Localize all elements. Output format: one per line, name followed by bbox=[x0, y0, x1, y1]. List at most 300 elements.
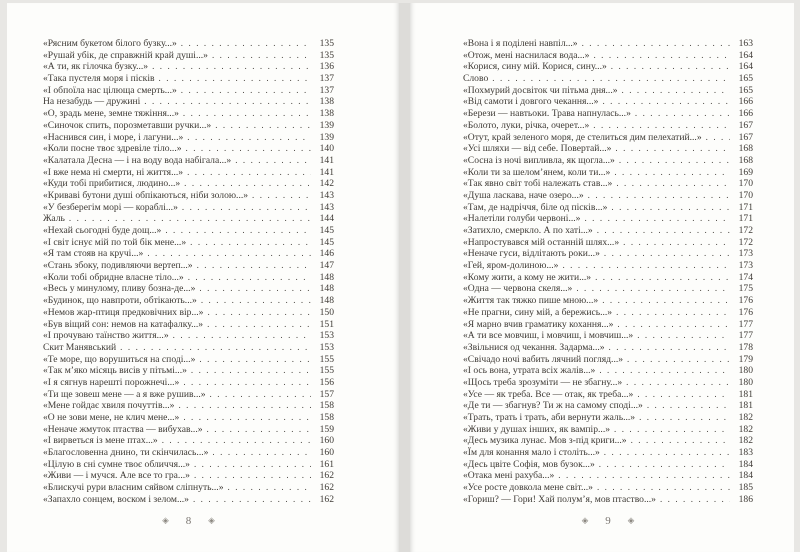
entry-page-number: 171 bbox=[738, 213, 753, 225]
entry-title: «Їм для конання мало і століть...» bbox=[463, 447, 600, 459]
entry-page-number: 137 bbox=[319, 84, 334, 96]
entry-page-number: 137 bbox=[319, 73, 334, 85]
entry-page-number: 135 bbox=[319, 49, 334, 61]
toc-entry bbox=[43, 482, 334, 494]
entry-title: Слово bbox=[463, 73, 489, 85]
entry-title: «Наснився син, і море, і лагуни...» bbox=[43, 131, 184, 143]
entry-page-number: 136 bbox=[319, 61, 334, 73]
dot-leader bbox=[210, 389, 311, 401]
entry-title: «Куди тобі прибитися, людино...» bbox=[43, 178, 181, 190]
entry-page-number: 173 bbox=[738, 248, 753, 260]
entry-page-number: 168 bbox=[738, 143, 753, 155]
entry-page-number: 186 bbox=[738, 493, 753, 505]
dot-leader bbox=[492, 73, 730, 85]
dot-leader bbox=[228, 482, 311, 494]
toc-entry bbox=[463, 412, 753, 424]
dot-leader bbox=[182, 202, 311, 214]
entry-title: «Не прагни, сину мій, а бережись...» bbox=[463, 306, 613, 318]
entry-title: «Похмурий досвіток чи пітьма дня...» bbox=[463, 84, 618, 96]
dot-leader bbox=[173, 330, 311, 342]
entry-title: «Цілую в сні сумне твоє обличчя...» bbox=[43, 458, 190, 470]
entry-page-number: 166 bbox=[738, 96, 753, 108]
entry-title: «Живи у душах інших, як вампір...» bbox=[463, 423, 611, 435]
dot-leader bbox=[637, 330, 730, 342]
entry-title: «Щось треба зрозуміти — не збагну...» bbox=[463, 376, 623, 388]
dot-leader bbox=[162, 435, 311, 447]
toc-entry bbox=[463, 482, 753, 494]
entry-page-number: 184 bbox=[738, 470, 753, 482]
entry-title: «І світ існує мій по той бік мене...» bbox=[43, 236, 187, 248]
dot-leader bbox=[194, 459, 311, 471]
entry-page-number: 153 bbox=[319, 330, 334, 342]
toc-entry bbox=[43, 50, 334, 62]
toc-entry bbox=[43, 108, 334, 120]
entry-title: «Берези — навтьоки. Трава напнулась...» bbox=[463, 108, 631, 120]
dot-leader bbox=[616, 307, 730, 319]
entry-title: На незабудь — дружині bbox=[43, 96, 141, 108]
dot-leader bbox=[69, 213, 311, 225]
toc-entry bbox=[43, 494, 334, 506]
entry-page-number: 184 bbox=[738, 458, 753, 470]
entry-page-number: 164 bbox=[738, 49, 753, 61]
entry-title: «Життя так тяжко пише мною...» bbox=[463, 295, 599, 307]
entry-title: «Трать, трать і трать, аби вернути жаль...» bbox=[463, 412, 636, 423]
entry-title: «Коли ти за шелом’янем, коли ти...» bbox=[463, 166, 611, 178]
entry-title: «Болото, луки, річка, очерет...» bbox=[463, 119, 590, 131]
toc-entry bbox=[463, 96, 753, 108]
dot-leader bbox=[183, 412, 311, 424]
entry-title: «Стань збоку, подивляючи вертеп...» bbox=[43, 260, 193, 272]
entry-title: «Така пустеля моря і пісків bbox=[43, 73, 155, 85]
entry-title: «Рясним букетом білого бузку...» bbox=[43, 38, 177, 49]
entry-page-number: 176 bbox=[738, 295, 753, 307]
entry-page-number: 182 bbox=[738, 435, 753, 447]
entry-title: «Там, де надріччя, біле од пісків...» bbox=[463, 201, 608, 213]
entry-title: «Коли тобі обридне власне тіло...» bbox=[43, 271, 184, 283]
entry-title: Жаль bbox=[43, 213, 65, 225]
folio-number-left: 8 bbox=[185, 514, 192, 527]
toc-entry bbox=[43, 330, 334, 342]
dot-leader bbox=[186, 143, 311, 155]
toc-entry bbox=[43, 307, 334, 319]
toc-entry bbox=[43, 96, 334, 108]
dot-leader bbox=[144, 96, 311, 108]
dot-leader bbox=[199, 354, 311, 366]
dot-leader bbox=[183, 377, 311, 389]
entry-page-number: 143 bbox=[319, 189, 334, 201]
entry-page-number: 158 bbox=[319, 400, 334, 412]
entry-title: «Сосна із ночі випливла, як щогла...» bbox=[463, 154, 615, 166]
entry-page-number: 181 bbox=[738, 400, 753, 412]
entry-page-number: 157 bbox=[319, 388, 334, 400]
entry-page-number: 139 bbox=[319, 119, 334, 131]
dot-leader bbox=[614, 167, 730, 179]
dot-leader bbox=[147, 248, 311, 260]
entry-title: «Запахло сонцем, воском і зелом...» bbox=[43, 493, 189, 505]
entry-page-number: 169 bbox=[738, 166, 753, 178]
entry-title: «Весь у минулому, пливу бозна-де...» bbox=[43, 283, 196, 295]
toc-entry bbox=[43, 459, 334, 471]
toc-entry bbox=[463, 213, 753, 225]
entry-page-number: 159 bbox=[319, 423, 334, 435]
entry-title: «І я сягнув нарешті порожнечі...» bbox=[43, 376, 180, 388]
toc-entry bbox=[463, 377, 753, 389]
entry-page-number: 155 bbox=[319, 365, 334, 377]
toc-entry bbox=[463, 330, 753, 342]
dot-leader bbox=[623, 237, 730, 249]
page-gutter bbox=[399, 3, 410, 552]
toc-entry bbox=[43, 354, 334, 366]
dot-leader bbox=[588, 190, 730, 202]
dot-leader bbox=[660, 494, 730, 506]
toc-entry bbox=[463, 85, 753, 97]
entry-page-number: 155 bbox=[319, 353, 334, 365]
toc-entry bbox=[463, 342, 753, 354]
entry-title: «Напростувався мій останній шлях...» bbox=[463, 236, 620, 248]
toc-entry bbox=[43, 73, 334, 85]
dot-leader bbox=[194, 470, 311, 482]
toc-entry bbox=[43, 85, 334, 97]
toc-entry bbox=[463, 61, 753, 73]
toc-entry bbox=[463, 295, 753, 307]
entry-title: «Десь цвіте Софія, мов бузок...» bbox=[463, 458, 595, 470]
toc-entry bbox=[463, 494, 753, 506]
toc-entry bbox=[43, 202, 334, 214]
toc-entry bbox=[43, 377, 334, 389]
dot-leader bbox=[187, 167, 311, 179]
entry-title: «Неначе гуси, відлітають роки...» bbox=[463, 248, 600, 260]
dot-leader bbox=[188, 272, 311, 284]
toc-entry bbox=[463, 424, 753, 436]
toc-entry bbox=[463, 447, 753, 459]
toc-entry bbox=[463, 167, 753, 179]
dot-leader bbox=[558, 470, 730, 482]
entry-page-number: 145 bbox=[319, 225, 334, 236]
dot-leader bbox=[602, 295, 730, 307]
dot-leader bbox=[582, 38, 730, 50]
entry-title: «Я там стояв на кручі...» bbox=[43, 248, 144, 260]
diamond-ornament-icon: ◈ bbox=[162, 515, 169, 526]
entry-page-number: 141 bbox=[319, 166, 334, 178]
dot-leader bbox=[562, 260, 730, 272]
entry-page-number: 162 bbox=[319, 482, 334, 494]
dot-leader bbox=[599, 459, 730, 471]
entry-title: «І вже нема ні смерти, ні життя...» bbox=[43, 166, 184, 178]
entry-page-number: 142 bbox=[319, 178, 334, 190]
entry-title: «Неначе жмуток птаства — вибухав...» bbox=[43, 423, 203, 435]
dot-leader bbox=[184, 178, 311, 190]
entry-page-number: 148 bbox=[319, 271, 334, 283]
toc-entry bbox=[463, 470, 753, 482]
toc-entry bbox=[43, 447, 334, 459]
diamond-ornament-icon: ◈ bbox=[627, 515, 635, 526]
toc-entry bbox=[463, 155, 753, 167]
dot-leader bbox=[604, 248, 730, 260]
entry-title: «А ти, як гілочка бузку...» bbox=[43, 61, 149, 73]
entry-page-number: 183 bbox=[738, 447, 753, 459]
toc-entry bbox=[43, 190, 334, 202]
toc-entry bbox=[463, 307, 753, 319]
toc-entry bbox=[463, 190, 753, 202]
dot-leader bbox=[622, 85, 730, 97]
toc-entry bbox=[43, 424, 334, 436]
dot-leader bbox=[614, 424, 730, 436]
entry-title: «Будинок, що навпроти, обтікають...» bbox=[43, 295, 197, 307]
entry-page-number: 172 bbox=[738, 236, 753, 248]
entry-page-number: 166 bbox=[738, 108, 753, 120]
toc-entry bbox=[463, 400, 753, 412]
entry-page-number: 140 bbox=[319, 143, 334, 155]
entry-page-number: 153 bbox=[319, 341, 334, 353]
toc-entry bbox=[463, 237, 753, 249]
entry-title: «Був віщий сон: немов на катафалку...» bbox=[43, 318, 204, 330]
toc-entry bbox=[463, 260, 753, 272]
toc-entry bbox=[43, 248, 334, 260]
entry-title: «Звільнися од чекання. Задарма...» bbox=[463, 341, 605, 353]
entry-page-number: 167 bbox=[738, 131, 753, 143]
toc-entry bbox=[43, 412, 334, 424]
dot-leader bbox=[635, 108, 730, 120]
entry-page-number: 173 bbox=[738, 260, 753, 272]
toc-entry bbox=[463, 319, 753, 331]
toc-entry bbox=[43, 283, 334, 295]
toc-entry bbox=[463, 459, 753, 471]
dot-leader bbox=[207, 319, 311, 331]
toc-entry bbox=[43, 260, 334, 272]
entry-page-number: 178 bbox=[738, 341, 753, 353]
entry-title: «Усі шляхи — від себе. Повертай...» bbox=[463, 143, 612, 155]
dot-leader bbox=[187, 132, 311, 144]
toc-entry bbox=[43, 295, 334, 307]
entry-page-number: 180 bbox=[738, 365, 753, 377]
dot-leader bbox=[191, 365, 311, 377]
entry-title: «Немов жар-птиця предковічних вір...» bbox=[43, 306, 204, 318]
entry-title: «І ось вона, утрата всіх жалів...» bbox=[463, 365, 596, 377]
entry-page-number: 180 bbox=[738, 376, 753, 388]
dot-leader bbox=[215, 120, 311, 132]
dot-leader bbox=[626, 377, 730, 389]
entry-page-number: 161 bbox=[319, 458, 334, 470]
entry-title: «Від самоти і довгого чекання...» bbox=[463, 96, 599, 108]
entry-title: «Затихло, смеркло. А по хаті...» bbox=[463, 225, 593, 236]
dot-leader bbox=[178, 400, 311, 412]
toc-entry bbox=[43, 435, 334, 447]
page-right bbox=[410, 3, 794, 552]
toc-entry bbox=[463, 108, 753, 120]
toc-entry bbox=[43, 155, 334, 167]
entry-title: «О не зови мене, не клич мене...» bbox=[43, 412, 180, 423]
toc-list-left bbox=[43, 3, 334, 506]
toc-entry bbox=[43, 167, 334, 179]
entry-page-number: 160 bbox=[319, 447, 334, 459]
page-left bbox=[7, 3, 399, 552]
entry-page-number: 182 bbox=[738, 423, 753, 435]
entry-page-number: 138 bbox=[319, 108, 334, 120]
toc-entry bbox=[43, 178, 334, 190]
entry-title: «Мене гойдає хвиля почуттів...» bbox=[43, 400, 175, 412]
toc-entry bbox=[43, 342, 334, 354]
folio-number-right: 9 bbox=[605, 514, 611, 527]
diamond-ornament-icon: ◈ bbox=[208, 515, 215, 526]
dot-leader bbox=[181, 38, 311, 50]
toc-entry bbox=[43, 213, 334, 225]
entry-title: «Отака мені рахуба...» bbox=[463, 470, 555, 482]
toc-entry bbox=[43, 143, 334, 155]
entry-title: «Гориш? — Гори! Хай полум’я, мов птаство...» bbox=[463, 493, 656, 505]
entry-title: «Криваві бутони душі обпікаються, ніби золою...» bbox=[43, 189, 249, 201]
toc-entry bbox=[463, 389, 753, 401]
entry-title: «Блискучі рури власним сяйвом сліпнуть...» bbox=[43, 482, 224, 494]
entry-title: «Де ти — збагнув? Ти ж на самому споді...» bbox=[463, 400, 643, 412]
entry-page-number: 145 bbox=[319, 236, 334, 248]
entry-title: «Кому жити, а кому не жити...» bbox=[463, 271, 592, 283]
entry-title: «А ти все мовчиш, і мовчиш, і мовчиш...» bbox=[463, 330, 634, 342]
entry-page-number: 148 bbox=[319, 295, 334, 307]
entry-page-number: 164 bbox=[738, 61, 753, 73]
toc-entry bbox=[43, 38, 334, 50]
dot-leader bbox=[597, 225, 730, 237]
entry-page-number: 177 bbox=[738, 318, 753, 330]
dot-leader bbox=[593, 50, 730, 62]
diamond-ornament-icon: ◈ bbox=[581, 515, 589, 526]
entry-page-number: 139 bbox=[319, 131, 334, 143]
entry-page-number: 170 bbox=[738, 189, 753, 201]
toc-entry bbox=[463, 202, 753, 214]
entry-title: «О, зрадь мене, земне тяжіння...» bbox=[43, 108, 179, 120]
toc-entry bbox=[43, 61, 334, 73]
toc-entry bbox=[463, 354, 753, 366]
page-footer-left bbox=[43, 515, 334, 527]
entry-title: Скит Манявський bbox=[43, 341, 117, 353]
entry-page-number: 150 bbox=[319, 306, 334, 318]
entry-page-number: 185 bbox=[738, 482, 753, 494]
entry-title: «Одна — червона скеля...» bbox=[463, 283, 573, 295]
dot-leader bbox=[190, 237, 311, 249]
dot-leader bbox=[252, 190, 311, 202]
entry-page-number: 176 bbox=[738, 306, 753, 318]
toc-entry bbox=[463, 73, 753, 85]
dot-leader bbox=[631, 435, 730, 447]
entry-page-number: 147 bbox=[319, 260, 334, 272]
entry-page-number: 160 bbox=[319, 435, 334, 447]
toc-entry bbox=[463, 435, 753, 447]
entry-title: «Свічадо ночі вабить лячний погляд...» bbox=[463, 353, 624, 365]
entry-title: «І вирветься із мене птах...» bbox=[43, 435, 158, 447]
entry-page-number: 156 bbox=[319, 376, 334, 388]
dot-leader bbox=[609, 342, 730, 354]
dot-leader bbox=[637, 389, 730, 401]
dot-leader bbox=[616, 178, 730, 190]
entry-page-number: 179 bbox=[738, 353, 753, 365]
entry-title: «Усе росте довкола мене світ...» bbox=[463, 482, 593, 494]
toc-entry bbox=[43, 470, 334, 482]
entry-title: «Отож, мені наснилася вода...» bbox=[463, 49, 590, 61]
toc-entry bbox=[463, 365, 753, 377]
dot-leader bbox=[165, 225, 311, 237]
dot-leader bbox=[619, 155, 730, 167]
dot-leader bbox=[639, 412, 730, 424]
entry-page-number: 165 bbox=[738, 73, 753, 85]
entry-title: «Гей, яром-долиною...» bbox=[463, 260, 559, 272]
dot-leader bbox=[604, 447, 730, 459]
toc-entry bbox=[463, 283, 753, 295]
dot-leader bbox=[593, 120, 730, 132]
dot-leader bbox=[207, 307, 311, 319]
entry-title: «Налетіли голуби червоні...» bbox=[463, 213, 581, 225]
entry-page-number: 182 bbox=[738, 412, 753, 423]
toc-entry bbox=[43, 120, 334, 132]
dot-leader bbox=[201, 295, 311, 307]
entry-title: «І обпоїла нас цілюща смерть...» bbox=[43, 84, 177, 96]
toc-entry bbox=[463, 120, 753, 132]
entry-title: «Живи — і мучся. Але все то гра...» bbox=[43, 470, 190, 482]
entry-page-number: 181 bbox=[738, 388, 753, 400]
entry-page-number: 135 bbox=[319, 38, 334, 49]
dot-leader bbox=[193, 494, 311, 506]
entry-title: «Благословенна днино, ти скінчилась...» bbox=[43, 447, 209, 459]
dot-leader bbox=[197, 260, 311, 272]
toc-entry bbox=[463, 178, 753, 190]
entry-title: «У безберегім морі — кораблі...» bbox=[43, 201, 178, 213]
entry-page-number: 162 bbox=[319, 470, 334, 482]
entry-page-number: 144 bbox=[319, 213, 334, 225]
dot-leader bbox=[597, 482, 730, 494]
entry-page-number: 163 bbox=[738, 38, 753, 49]
entry-page-number: 158 bbox=[319, 412, 334, 423]
toc-entry bbox=[43, 237, 334, 249]
dot-leader bbox=[207, 424, 311, 436]
entry-page-number: 146 bbox=[319, 248, 334, 260]
entry-title: «Так м’яко місяць висів у пітьмі...» bbox=[43, 365, 187, 377]
entry-title: «Вона і я поділені навпіл...» bbox=[463, 38, 578, 49]
entry-title: «Синочок спить, порозметавши ручки...» bbox=[43, 119, 212, 131]
toc-entry bbox=[43, 365, 334, 377]
toc-entry bbox=[43, 400, 334, 412]
dot-leader bbox=[212, 50, 311, 62]
entry-page-number: 175 bbox=[738, 283, 753, 295]
entry-title: «Я марно вчив граматику кохання...» bbox=[463, 318, 614, 330]
entry-title: «Рушай убік, де справжній край душі...» bbox=[43, 49, 208, 61]
entry-title: «Калатала Десна — і на воду вода набігала...» bbox=[43, 154, 232, 166]
dot-leader bbox=[199, 283, 311, 295]
dot-leader bbox=[599, 365, 730, 377]
entry-page-number: 151 bbox=[319, 318, 334, 330]
entry-page-number: 138 bbox=[319, 96, 334, 108]
toc-entry bbox=[43, 319, 334, 331]
toc-list-right bbox=[463, 3, 753, 506]
entry-page-number: 167 bbox=[738, 119, 753, 131]
dot-leader bbox=[159, 73, 311, 85]
dot-leader bbox=[706, 132, 730, 144]
toc-entry bbox=[463, 272, 753, 284]
toc-entry bbox=[463, 132, 753, 144]
entry-page-number: 168 bbox=[738, 154, 753, 166]
page-footer-right bbox=[463, 515, 753, 527]
dot-leader bbox=[120, 342, 311, 354]
toc-entry bbox=[43, 132, 334, 144]
dot-leader bbox=[647, 400, 730, 412]
entry-page-number: 162 bbox=[319, 493, 334, 505]
dot-leader bbox=[152, 61, 311, 73]
entry-title: «Корися, сину мій. Корися, сину...» bbox=[463, 61, 607, 73]
entry-title: «Те море, що ворушиться на споді...» bbox=[43, 353, 196, 365]
entry-page-number: 141 bbox=[319, 154, 334, 166]
dot-leader bbox=[617, 319, 730, 331]
toc-entry bbox=[463, 38, 753, 50]
dot-leader bbox=[212, 447, 311, 459]
entry-page-number: 165 bbox=[738, 84, 753, 96]
dot-leader bbox=[627, 354, 730, 366]
